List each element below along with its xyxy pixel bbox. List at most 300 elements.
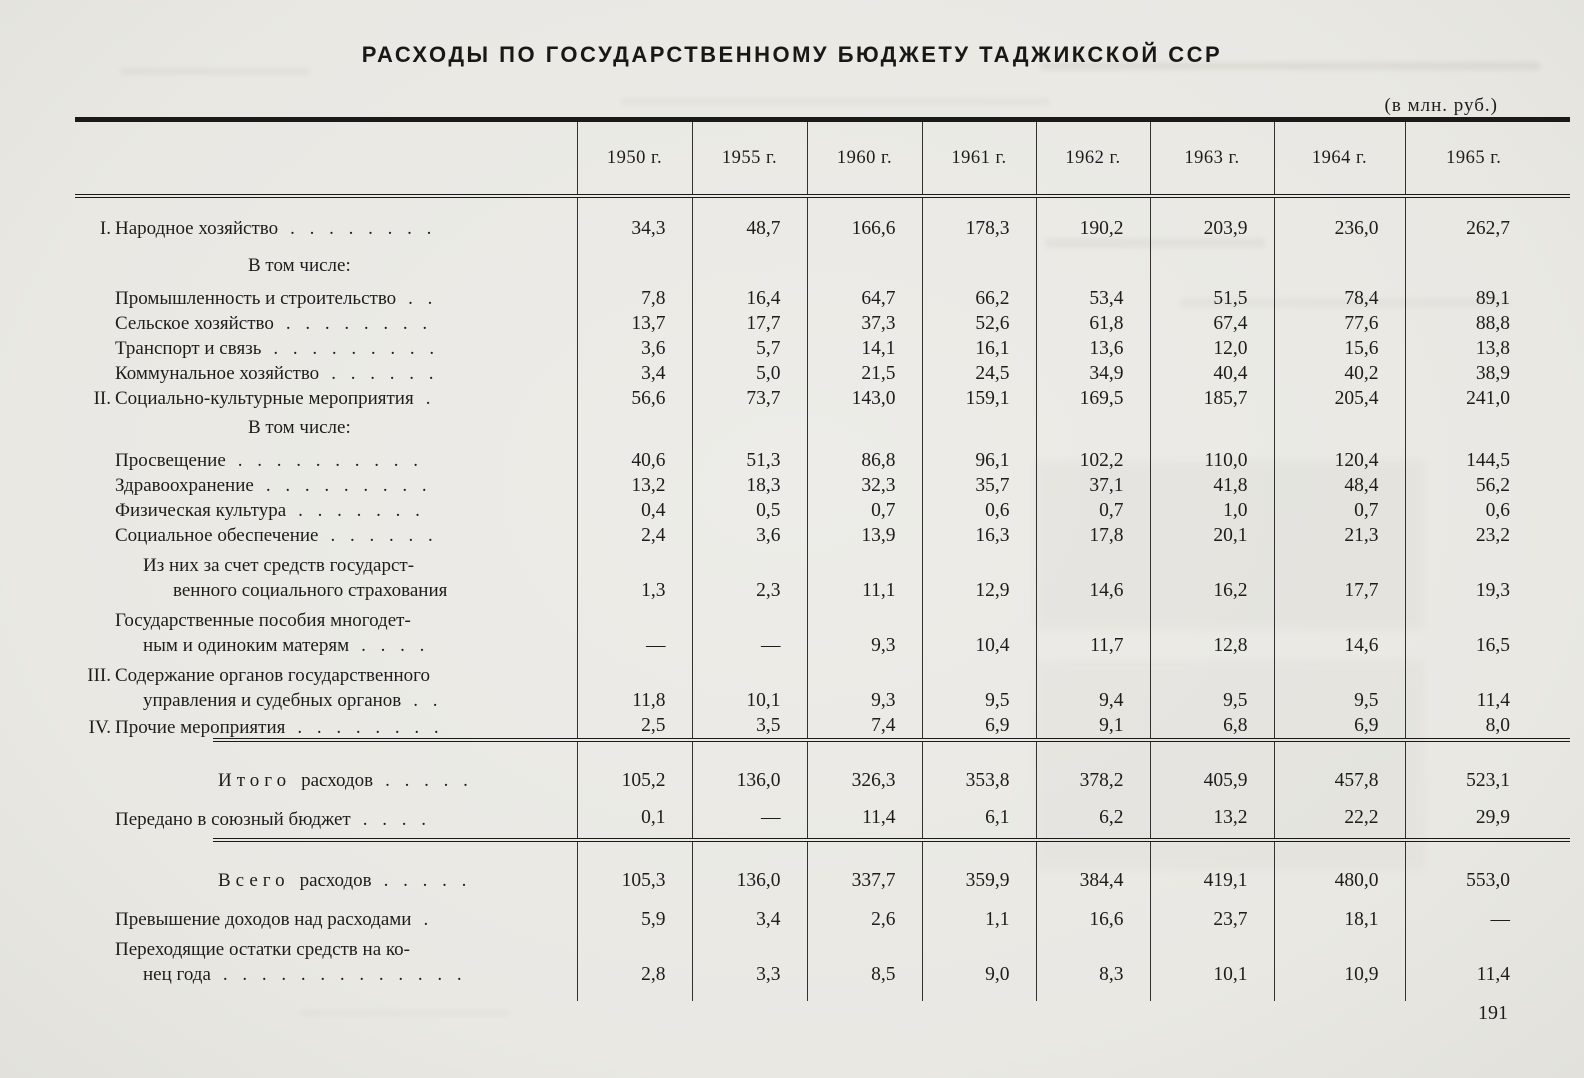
value-cell: 37,3 [807, 311, 922, 336]
value-cell: 1,0 [1150, 498, 1274, 523]
value-cell [807, 411, 922, 448]
header-year: 1962 г. [1036, 120, 1150, 197]
value-cell: 48,7 [692, 196, 807, 249]
value-cell [1150, 740, 1274, 758]
value-cell [1036, 411, 1150, 448]
header-year: 1955 г. [692, 120, 807, 197]
value-cell [1274, 249, 1405, 286]
scan-artifact [620, 98, 1050, 105]
value-cell: 0,6 [922, 498, 1036, 523]
value-cell: 16,6 [1036, 899, 1150, 932]
value-cell: 13,6 [1036, 336, 1150, 361]
value-cell [1405, 411, 1570, 448]
table-row [75, 548, 1570, 603]
header-year: 1964 г. [1274, 120, 1405, 197]
value-cell: 143,0 [807, 386, 922, 411]
value-cell: 5,9 [577, 899, 692, 932]
value-cell: 11,4 [1405, 658, 1570, 713]
value-cell: 23,7 [1150, 899, 1274, 932]
value-cell: 136,0 [692, 858, 807, 899]
value-cell [922, 411, 1036, 448]
value-cell: 419,1 [1150, 858, 1274, 899]
leader-dots: . . . . . . . [298, 500, 425, 521]
value-cell: 241,0 [1405, 386, 1570, 411]
value-cell: 52,6 [922, 311, 1036, 336]
value-cell: 6,1 [922, 799, 1036, 840]
value-cell: 2,4 [577, 523, 692, 548]
leader-dots: . . . . . . . . . . . . . [222, 964, 467, 985]
table-row [75, 196, 1570, 249]
value-cell [1150, 411, 1274, 448]
value-cell: 136,0 [692, 758, 807, 799]
value-cell [692, 249, 807, 286]
row-label [75, 523, 577, 548]
value-cell: 14,6 [1036, 548, 1150, 603]
value-cell: 13,7 [577, 311, 692, 336]
row-label [75, 448, 577, 473]
value-cell: 120,4 [1274, 448, 1405, 473]
value-cell: 480,0 [1274, 858, 1405, 899]
value-cell [1405, 249, 1570, 286]
leader-dots: . . . . . . . . . [265, 475, 432, 496]
value-cell: 16,2 [1150, 548, 1274, 603]
value-cell: 88,8 [1405, 311, 1570, 336]
value-cell [1405, 840, 1570, 858]
table-row [75, 411, 1570, 448]
table-row [75, 899, 1570, 932]
value-cell [577, 249, 692, 286]
value-cell: 10,9 [1274, 932, 1405, 1001]
value-cell: 13,8 [1405, 336, 1570, 361]
page-title: РАСХОДЫ ПО ГОСУДАРСТВЕННОМУ БЮДЖЕТУ ТАДЖИКСКОЙ ССР [361, 42, 1223, 67]
table-row [75, 932, 1570, 1001]
value-cell [807, 740, 922, 758]
value-cell: 405,9 [1150, 758, 1274, 799]
value-cell: 41,8 [1150, 473, 1274, 498]
value-cell: 3,6 [692, 523, 807, 548]
row-label [75, 899, 577, 932]
value-cell: 15,6 [1274, 336, 1405, 361]
value-cell: 17,8 [1036, 523, 1150, 548]
row-label [75, 196, 577, 249]
value-cell: 37,1 [1036, 473, 1150, 498]
value-cell [922, 840, 1036, 858]
value-cell: 14,6 [1274, 603, 1405, 658]
value-cell: 40,4 [1150, 361, 1274, 386]
row-numeral: I. [99, 218, 111, 239]
value-cell: 0,4 [577, 498, 692, 523]
value-cell: 35,7 [922, 473, 1036, 498]
value-cell: 32,3 [807, 473, 922, 498]
row-numeral: II. [93, 388, 111, 409]
value-cell [922, 740, 1036, 758]
value-cell: — [692, 603, 807, 658]
row-label [75, 286, 577, 311]
row-label [75, 311, 577, 336]
value-cell: 38,9 [1405, 361, 1570, 386]
leader-dots: . . . . . [383, 870, 472, 891]
table-row [75, 473, 1570, 498]
row-label-text: Физическая культура [115, 500, 287, 521]
value-cell: 19,3 [1405, 548, 1570, 603]
value-cell: 12,9 [922, 548, 1036, 603]
value-cell: 7,8 [577, 286, 692, 311]
value-cell [692, 411, 807, 448]
value-cell: 66,2 [922, 286, 1036, 311]
leader-dots: . . . . . [385, 770, 473, 791]
row-label-text: Промышленность и строительство [115, 288, 397, 309]
leader-dots: . . [408, 288, 438, 309]
value-cell: — [577, 603, 692, 658]
header-row [75, 120, 1570, 197]
value-cell [577, 840, 692, 858]
row-label-text: Народное хозяйство [115, 218, 279, 239]
value-cell: 3,4 [692, 899, 807, 932]
value-cell [1405, 740, 1570, 758]
leader-dots: . . [413, 690, 443, 711]
value-cell: 384,4 [1036, 858, 1150, 899]
value-cell: 0,7 [1036, 498, 1150, 523]
value-cell: 78,4 [1274, 286, 1405, 311]
row-label [75, 658, 577, 713]
value-cell: 8,0 [1405, 713, 1570, 740]
row-label-text: Передано в союзный бюджет [115, 809, 351, 830]
value-cell: 378,2 [1036, 758, 1150, 799]
table-header [75, 120, 1570, 197]
value-cell: 359,9 [922, 858, 1036, 899]
value-cell: 20,1 [1150, 523, 1274, 548]
table-row [75, 799, 1570, 840]
value-cell: 10,4 [922, 603, 1036, 658]
leader-dots: . . . . [361, 635, 430, 656]
value-cell: 9,3 [807, 603, 922, 658]
value-cell: 102,2 [1036, 448, 1150, 473]
row-label-text: Прочие мероприятия [115, 717, 286, 738]
row-label [75, 473, 577, 498]
value-cell: 40,6 [577, 448, 692, 473]
row-label [75, 858, 577, 899]
value-cell: 22,2 [1274, 799, 1405, 840]
row-label-text: В том числе: [248, 417, 351, 438]
value-cell: 29,9 [1405, 799, 1570, 840]
row-label-text: Сельское хозяйство [115, 313, 274, 334]
value-cell: 61,8 [1036, 311, 1150, 336]
separator-line [213, 738, 577, 742]
value-cell: 2,5 [577, 713, 692, 740]
row-label-text: Транспорт и связь [115, 338, 262, 359]
value-cell: 18,3 [692, 473, 807, 498]
value-cell [692, 840, 807, 858]
budget-table-body [75, 196, 1570, 1001]
value-cell: 205,4 [1274, 386, 1405, 411]
leader-dots: . [423, 909, 434, 930]
row-label-text-line2: управления и судебных органов [143, 690, 402, 711]
page-number: 191 [1478, 1002, 1508, 1024]
value-cell: 1,1 [922, 899, 1036, 932]
row-label-text-line2: ным и одиноким матерям [143, 635, 350, 656]
row-label [75, 603, 577, 658]
scan-artifact [300, 1010, 510, 1016]
value-cell: 11,8 [577, 658, 692, 713]
table-row [75, 448, 1570, 473]
value-cell: 9,1 [1036, 713, 1150, 740]
leader-dots: . . . . . . [331, 363, 439, 384]
value-cell: 3,5 [692, 713, 807, 740]
value-cell: 56,6 [577, 386, 692, 411]
value-cell: 337,7 [807, 858, 922, 899]
value-cell: 159,1 [922, 386, 1036, 411]
value-cell: 110,0 [1150, 448, 1274, 473]
value-cell: 23,2 [1405, 523, 1570, 548]
value-cell: 24,5 [922, 361, 1036, 386]
value-cell: 11,4 [807, 799, 922, 840]
value-cell: 9,0 [922, 932, 1036, 1001]
row-label-emphasis: Итого [218, 770, 292, 791]
header-year: 1950 г. [577, 120, 692, 197]
value-cell: 56,2 [1405, 473, 1570, 498]
value-cell [1036, 249, 1150, 286]
value-cell [692, 740, 807, 758]
value-cell: 326,3 [807, 758, 922, 799]
row-label [75, 548, 577, 603]
row-label [75, 758, 577, 799]
row-label [75, 498, 577, 523]
value-cell: 236,0 [1274, 196, 1405, 249]
table-row [75, 311, 1570, 336]
table-row [75, 713, 1570, 740]
leader-dots: . [425, 388, 436, 409]
leader-dots: . . . . . . [330, 525, 438, 546]
leader-dots: . . . . . . . . [290, 218, 437, 239]
value-cell: 185,7 [1150, 386, 1274, 411]
value-cell: 12,8 [1150, 603, 1274, 658]
row-label-text: расходов [301, 770, 374, 791]
value-cell: 8,3 [1036, 932, 1150, 1001]
value-cell: 11,4 [1405, 932, 1570, 1001]
value-cell: 0,1 [577, 799, 692, 840]
value-cell: 48,4 [1274, 473, 1405, 498]
value-cell [1274, 740, 1405, 758]
value-cell: 11,1 [807, 548, 922, 603]
row-numeral: III. [87, 665, 111, 686]
value-cell: 13,2 [1150, 799, 1274, 840]
value-cell: 34,3 [577, 196, 692, 249]
table-row [75, 523, 1570, 548]
header-year: 1963 г. [1150, 120, 1274, 197]
table-row [75, 758, 1570, 799]
header-year: 1965 г. [1405, 120, 1570, 197]
leader-dots: . . . . . . . . . . [237, 450, 424, 471]
value-cell: 53,4 [1036, 286, 1150, 311]
value-cell: 3,3 [692, 932, 807, 1001]
row-label-text: Из них за счет средств государст- [143, 555, 415, 576]
value-cell: 17,7 [692, 311, 807, 336]
separator-label-cell [75, 740, 577, 758]
row-label-text-line2: венного социального страхования [173, 580, 448, 601]
value-cell: 77,6 [1274, 311, 1405, 336]
value-cell: 13,2 [577, 473, 692, 498]
value-cell: 5,7 [692, 336, 807, 361]
value-cell: 457,8 [1274, 758, 1405, 799]
row-label [75, 411, 577, 448]
row-label-text: расходов [299, 870, 372, 891]
row-label-text: Содержание органов государственного [115, 665, 430, 686]
value-cell: 178,3 [922, 196, 1036, 249]
row-label-emphasis: Всего [218, 870, 290, 891]
value-cell: 13,9 [807, 523, 922, 548]
value-cell [1274, 411, 1405, 448]
value-cell: 9,3 [807, 658, 922, 713]
value-cell: 12,0 [1150, 336, 1274, 361]
value-cell [1036, 840, 1150, 858]
value-cell: 190,2 [1036, 196, 1150, 249]
header-year: 1961 г. [922, 120, 1036, 197]
row-label-text: Здравоохранение [115, 475, 254, 496]
value-cell: 40,2 [1274, 361, 1405, 386]
value-cell: 89,1 [1405, 286, 1570, 311]
value-cell: 6,9 [1274, 713, 1405, 740]
scan-artifact [120, 68, 310, 75]
header-year: 1960 г. [807, 120, 922, 197]
table-row [75, 249, 1570, 286]
value-cell: 169,5 [1036, 386, 1150, 411]
row-label-text: Государственные пособия многодет- [115, 610, 411, 631]
value-cell: 3,4 [577, 361, 692, 386]
value-cell: 21,3 [1274, 523, 1405, 548]
value-cell [807, 249, 922, 286]
value-cell: 1,3 [577, 548, 692, 603]
value-cell: 86,8 [807, 448, 922, 473]
value-cell: 16,3 [922, 523, 1036, 548]
leader-dots: . . . . [362, 809, 431, 830]
row-label-text: Коммунальное хозяйство [115, 363, 320, 384]
value-cell: 64,7 [807, 286, 922, 311]
budget-table [75, 117, 1570, 1001]
units-label: (в млн. руб.) [1384, 95, 1498, 116]
value-cell [807, 840, 922, 858]
row-label [75, 799, 577, 840]
value-cell: — [1405, 899, 1570, 932]
value-cell: 10,1 [1150, 932, 1274, 1001]
row-label [75, 249, 577, 286]
value-cell: 2,6 [807, 899, 922, 932]
row-label-text: Переходящие остатки средств на ко- [115, 939, 410, 960]
value-cell: 6,9 [922, 713, 1036, 740]
value-cell: 73,7 [692, 386, 807, 411]
value-cell: 21,5 [807, 361, 922, 386]
table-row [75, 336, 1570, 361]
leader-dots: . . . . . . . . . [273, 338, 440, 359]
value-cell: 523,1 [1405, 758, 1570, 799]
value-cell: 105,3 [577, 858, 692, 899]
value-cell [1150, 840, 1274, 858]
value-cell: 0,6 [1405, 498, 1570, 523]
table-row [75, 361, 1570, 386]
row-label-text-line2: нец года [143, 964, 211, 985]
value-cell: 5,0 [692, 361, 807, 386]
value-cell: 67,4 [1150, 311, 1274, 336]
row-label [75, 361, 577, 386]
value-cell: 9,5 [1150, 658, 1274, 713]
value-cell: 8,5 [807, 932, 922, 1001]
table-row [75, 658, 1570, 713]
separator-line [213, 838, 577, 842]
leader-dots: . . . . . . . . [285, 313, 433, 334]
value-cell [1036, 740, 1150, 758]
value-cell: 16,5 [1405, 603, 1570, 658]
value-cell: 11,7 [1036, 603, 1150, 658]
value-cell: 6,2 [1036, 799, 1150, 840]
value-cell: 18,1 [1274, 899, 1405, 932]
leader-dots: . . . . . . . . [297, 717, 444, 738]
table-row [75, 858, 1570, 899]
value-cell: 96,1 [922, 448, 1036, 473]
value-cell: 166,6 [807, 196, 922, 249]
value-cell: — [692, 799, 807, 840]
value-cell [1150, 249, 1274, 286]
row-numeral: IV. [88, 717, 111, 738]
value-cell: 16,1 [922, 336, 1036, 361]
value-cell: 0,5 [692, 498, 807, 523]
value-cell: 16,4 [692, 286, 807, 311]
value-cell: 6,8 [1150, 713, 1274, 740]
row-label-text: Социально-культурные мероприятия [115, 388, 414, 409]
row-label [75, 932, 577, 1001]
value-cell: 353,8 [922, 758, 1036, 799]
value-cell: 2,3 [692, 548, 807, 603]
value-cell: 262,7 [1405, 196, 1570, 249]
separator-label-cell [75, 840, 577, 858]
value-cell: 14,1 [807, 336, 922, 361]
value-cell: 34,9 [1036, 361, 1150, 386]
value-cell: 3,6 [577, 336, 692, 361]
value-cell: 0,7 [807, 498, 922, 523]
value-cell: 9,4 [1036, 658, 1150, 713]
row-label-text: В том числе: [248, 255, 351, 276]
row-label [75, 713, 577, 740]
value-cell: 9,5 [1274, 658, 1405, 713]
value-cell: 9,5 [922, 658, 1036, 713]
row-label-text: Социальное обеспечение [115, 525, 319, 546]
table-row [75, 386, 1570, 411]
value-cell [577, 411, 692, 448]
value-cell [577, 740, 692, 758]
separator-row [75, 840, 1570, 858]
row-label-text: Превышение доходов над расходами [115, 909, 412, 930]
value-cell: 553,0 [1405, 858, 1570, 899]
value-cell: 51,3 [692, 448, 807, 473]
value-cell: 2,8 [577, 932, 692, 1001]
table-row [75, 286, 1570, 311]
table-row [75, 498, 1570, 523]
row-label [75, 336, 577, 361]
header-empty-cell [75, 120, 577, 197]
value-cell: 105,2 [577, 758, 692, 799]
value-cell: 7,4 [807, 713, 922, 740]
table-row [75, 603, 1570, 658]
value-cell: 144,5 [1405, 448, 1570, 473]
value-cell: 203,9 [1150, 196, 1274, 249]
value-cell: 0,7 [1274, 498, 1405, 523]
value-cell [1274, 840, 1405, 858]
row-label [75, 386, 577, 411]
row-label-text: Просвещение [115, 450, 226, 471]
value-cell: 17,7 [1274, 548, 1405, 603]
separator-row [75, 740, 1570, 758]
value-cell: 10,1 [692, 658, 807, 713]
value-cell [922, 249, 1036, 286]
value-cell: 51,5 [1150, 286, 1274, 311]
